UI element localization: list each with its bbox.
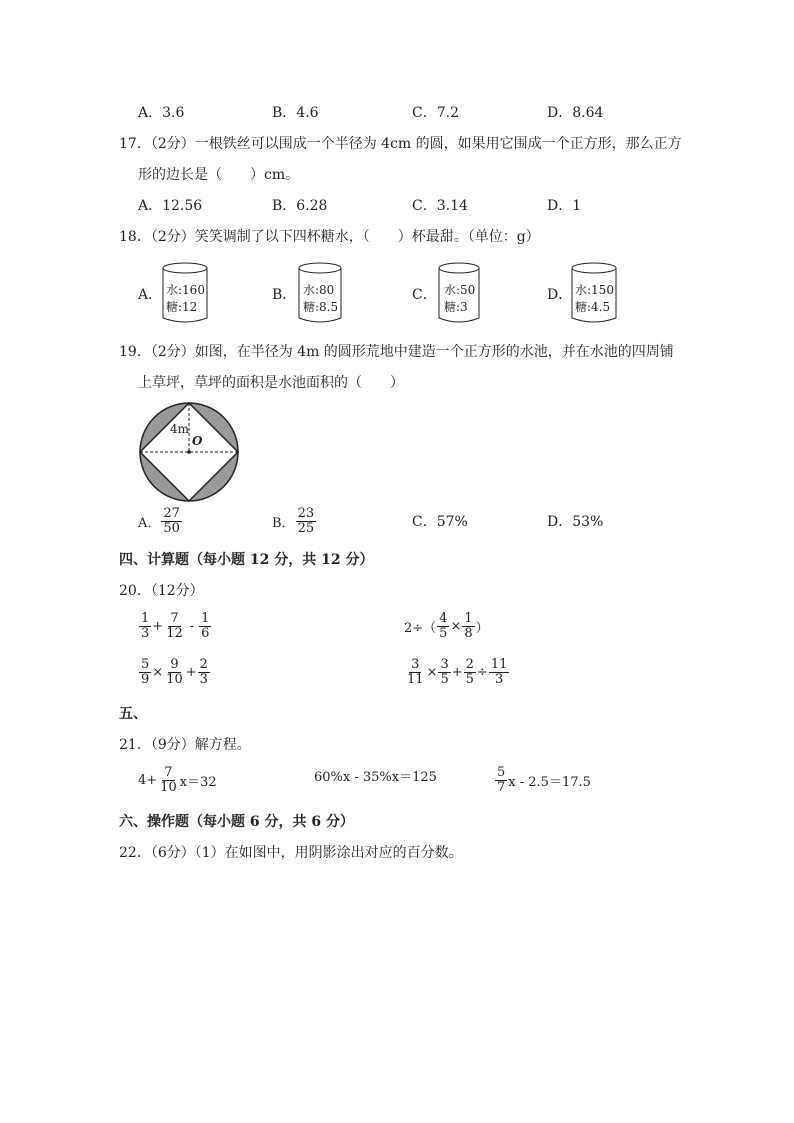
- q19-option-a-fraction: $\frac{27}{50}$: [163, 506, 180, 536]
- circle-square-figure: [137, 402, 241, 506]
- q18-option-d-letter: D．: [547, 287, 573, 303]
- q17-option-c: C．3.14: [412, 198, 468, 214]
- q19-option-d: D．53%: [547, 514, 604, 530]
- q19-option-c: C．57%: [412, 514, 468, 530]
- q17-option-b: B．6.28: [272, 198, 328, 214]
- q21-equation-3: $\frac{5}{7}$ x - 2.5＝17.5: [497, 765, 591, 795]
- q19-option-a: [138, 507, 183, 536]
- q19-option-b-letter: B．: [272, 516, 295, 531]
- q20-expression-2: 2÷（ $\frac{4}{5}$ × $\frac{1}{8}$ ）: [404, 611, 489, 641]
- q16-option-b: B．4.6: [272, 105, 319, 121]
- q21-label: 21．（9分）解方程。: [119, 737, 251, 753]
- q21-equation-1: 4+ $\frac{7}{10}$ x＝32: [138, 765, 217, 795]
- cup-d-water: 水:150: [575, 283, 614, 297]
- q22-label: 22．（6分）（1）在如图中，用阴影涂出对应的百分数。: [119, 845, 463, 861]
- q19-text-line2: 上草坪，草坪的面积是水池面积的（ ）: [138, 375, 404, 391]
- q17-text-line1: 17．（2分）一根铁丝可以围成一个半径为 4cm 的圆，如果用它围成一个正方形，那么正方: [119, 136, 682, 152]
- q18-option-a-letter: A．: [138, 287, 163, 303]
- cup-b-sugar: 糖:8.5: [303, 300, 339, 314]
- q17-text-line2: 形的边长是（ ）cm。: [138, 167, 300, 183]
- cup-d-sugar: 糖:4.5: [575, 300, 611, 314]
- q20-expression-1: $\frac{1}{3}$ + $\frac{7}{12}$ - $\frac{1}{6}$: [141, 611, 210, 641]
- section-4-title: 四、计算题（每小题 12 分，共 12 分）: [119, 552, 374, 568]
- q20-expression-4: $\frac{3}{11}$ × $\frac{3}{5}$ + $\frac{2}{5}$ ÷ $\frac{11}{3}$: [407, 657, 508, 687]
- q19-option-b: [272, 507, 317, 536]
- figure-center-label: O: [192, 434, 203, 448]
- q17-option-d: D．1: [547, 198, 582, 214]
- cup-b-water: 水:80: [303, 283, 335, 297]
- q20-label: 20．（12分）: [119, 583, 204, 599]
- q16-option-a: A．3.6: [138, 105, 185, 121]
- q19-option-b-fraction: $\frac{23}{25}$: [297, 506, 315, 536]
- figure-radius-label: 4m: [170, 422, 190, 436]
- section-6-title: 六、操作题（每小题 6 分，共 6 分）: [119, 814, 354, 830]
- cup-a-sugar: 糖:12: [166, 300, 198, 314]
- q16-option-c: C．7.2: [412, 105, 459, 121]
- section-5-title: 五、: [119, 706, 147, 722]
- q19-text-line1: 19．（2分）如图，在半径为 4m 的圆形荒地中建造一个正方形的水池，并在水池的四周铺: [119, 344, 674, 360]
- q17-option-a: A．12.56: [138, 198, 203, 214]
- q20-expression-3: $\frac{5}{9}$ × $\frac{9}{10}$ + $\frac{2}{3}$: [141, 657, 208, 687]
- cup-c-water: 水:50: [444, 283, 476, 297]
- q18-text: 18．（2分）笑笑调制了以下四杯糖水，（ ）杯最甜。（单位：g）: [119, 229, 540, 245]
- q16-option-d: D．8.64: [547, 105, 604, 121]
- q19-option-a-letter: A．: [138, 516, 161, 531]
- q18-option-c-letter: C．: [412, 287, 437, 303]
- cup-a-water: 水:160: [166, 283, 205, 297]
- cup-c-sugar: 糖:3: [444, 300, 468, 314]
- q18-option-b-letter: B．: [272, 287, 297, 303]
- q21-equation-2: 60%x - 35%x＝125: [314, 770, 437, 785]
